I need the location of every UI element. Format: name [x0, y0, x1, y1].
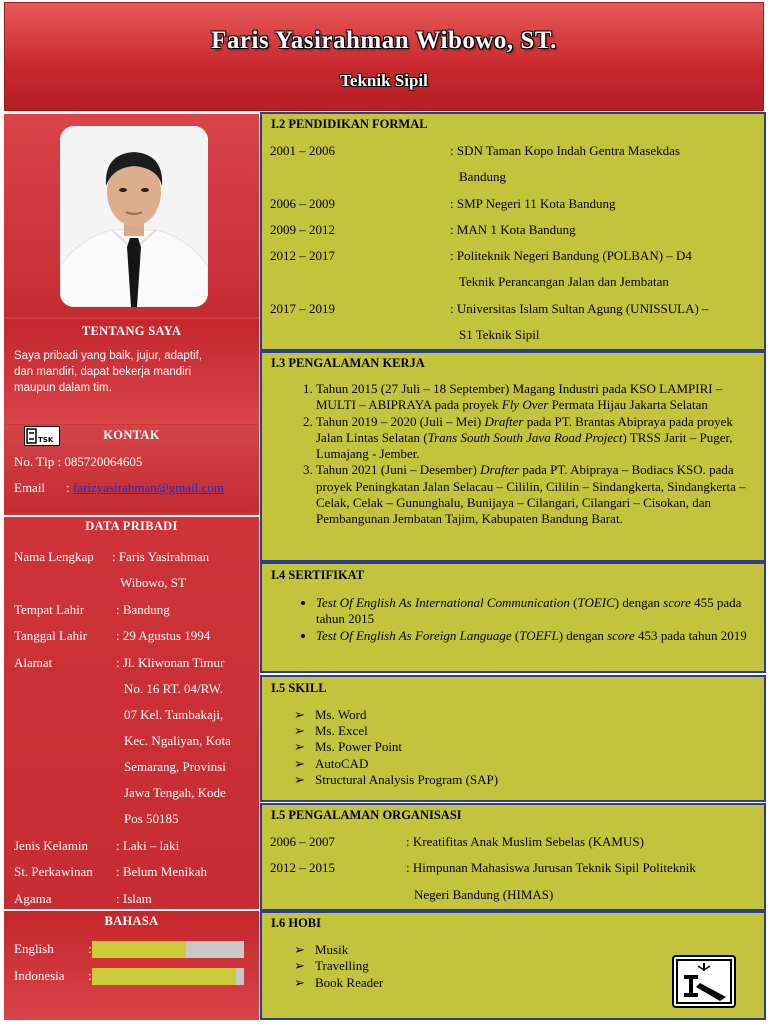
- email-label: Email: [14, 480, 46, 495]
- about-text: [14, 348, 202, 396]
- full-name-value: : Faris Yasirahman: [112, 549, 210, 564]
- certificate-item: • Test Of English As International Communication (TOEIC) dengan score 455 pada tahun 2015: [316, 595, 756, 628]
- organization-years: 2012 – 2015: [270, 860, 335, 875]
- education-years: 2009 – 2012: [270, 222, 335, 237]
- about-heading: TENTANG SAYA: [81, 324, 182, 338]
- organization-name-cont: Negeri Bandung (HIMAS): [414, 887, 554, 902]
- work-section: [260, 351, 766, 562]
- about-section: [4, 319, 259, 424]
- education-school: : SDN Taman Kopo Indah Gentra Masekdas: [450, 143, 680, 158]
- hobby-arrow-icon: ➢: [294, 942, 305, 957]
- full-name-title: Faris Yasirahman Wibowo, ST.: [211, 27, 557, 54]
- full-name-value-cont: Wibowo, ST: [120, 575, 186, 590]
- language-heading: BAHASA: [104, 914, 159, 928]
- religion-value: : Islam: [116, 891, 152, 906]
- certificate-section: [260, 562, 766, 673]
- education-school-cont: Bandung: [459, 169, 506, 184]
- education-section: [260, 112, 766, 351]
- certificate-item: • Test Of English As Foreign Language (TOEFL) dengan score 453 pada tahun 2019: [316, 628, 756, 644]
- marital-label: St. Perkawinan: [14, 864, 93, 879]
- skill-item: Structural Analysis Program (SAP): [315, 772, 499, 787]
- skill-heading: I.5 SKILL: [271, 681, 327, 695]
- work-heading: I.3 PENGALAMAN KERJA: [271, 356, 425, 370]
- work-item: 3. Tahun 2021 (Juni – Desember) Drafter pada PT. Abipraya – Bodiacs KSO. pada proyek Peningkatan Jalan Selacau – Cililin, Cililin – Sindangkerta, Sindangkerta – Celak, Celak – Gununghalu, Bunijaya – Cilangari, Cilangari – Cisokan, dan Pembangunan Jembatan Tajim, Kabupaten Bandung Barat.: [316, 462, 758, 527]
- address-line: : Jl. Kliwonan Timur: [116, 655, 225, 670]
- education-school-cont: S1 Teknik Sipil: [459, 327, 540, 342]
- civil-engineering-logo-icon: [672, 955, 736, 1008]
- education-years: 2012 – 2017: [270, 248, 335, 263]
- address-line: No. 16 RT. 04/RW.: [124, 681, 223, 696]
- email-link[interactable]: farizyasirahman@gmail.com: [73, 480, 224, 495]
- gender-value: : Laki – laki: [116, 838, 180, 853]
- gender-label: Jenis Kelamin: [14, 838, 89, 853]
- skill-arrow-icon: ➢: [294, 772, 305, 787]
- contact-section: [4, 425, 259, 513]
- education-school: : MAN 1 Kota Bandung: [450, 222, 576, 237]
- work-item: 1. Tahun 2015 (27 Juli – 18 September) Magang Industri pada KSO LAMPIRI – MULTI – ABIPRAYA pada proyek Fly Over Permata Hijau Jakarta Selatan: [316, 381, 758, 414]
- personal-section: [4, 517, 259, 909]
- skill-arrow-icon: ➢: [294, 707, 305, 722]
- address-label: Alamat: [14, 655, 53, 670]
- education-school: : Politeknik Negeri Bandung (POLBAN) – D4: [450, 248, 692, 263]
- language-level-fill: [92, 941, 186, 958]
- hobby-section: [260, 911, 766, 1020]
- language-level-fill: [92, 968, 236, 985]
- language-name: English: [14, 941, 54, 956]
- personal-heading: DATA PRIBADI: [85, 519, 178, 533]
- birthplace-value: : Bandung: [116, 602, 170, 617]
- birthplace-label: Tempat Lahir: [14, 602, 85, 617]
- phone-text: No. Tlp : 085720064605: [14, 454, 143, 469]
- language-level-bar: [92, 941, 244, 958]
- education-heading: I.2 PENDIDIKAN FORMAL: [271, 117, 428, 131]
- language-name: Indonesia: [14, 968, 65, 983]
- language-level-bar: [92, 968, 244, 985]
- organization-heading: I.5 PENGALAMAN ORGANISASI: [271, 808, 462, 822]
- address-line: Jawa Tengah, Kode: [124, 785, 226, 800]
- profile-photo: [60, 126, 208, 307]
- certificate-list: [316, 595, 756, 644]
- birthdate-value: : 29 Agustus 1994: [116, 628, 211, 643]
- skill-item: Ms. Power Point: [315, 739, 403, 754]
- skill-arrow-icon: ➢: [294, 723, 305, 738]
- address-line: 07 Kel. Tambakaji,: [124, 707, 224, 722]
- education-years: 2001 – 2006: [270, 143, 335, 158]
- profession-subtitle: Teknik Sipil: [340, 71, 428, 90]
- skill-item: AutoCAD: [315, 756, 369, 771]
- education-years: 2017 – 2019: [270, 301, 335, 316]
- hobby-arrow-icon: ➢: [294, 975, 305, 990]
- education-school-cont: Teknik Perancangan Jalan dan Jembatan: [459, 274, 669, 289]
- education-school: : Universitas Islam Sultan Agung (UNISSULA) –: [450, 301, 709, 316]
- photo-section: [4, 114, 259, 317]
- organization-name: : Himpunan Mahasiswa Jurusan Teknik Sipil Politeknik: [406, 860, 696, 875]
- language-section: [4, 911, 259, 1020]
- hobby-arrow-icon: ➢: [294, 958, 305, 973]
- marital-value: : Belum Menikah: [116, 864, 207, 879]
- education-school: : SMP Negeri 11 Kota Bandung: [450, 196, 616, 211]
- address-line: Kec. Ngaliyan, Kota: [124, 733, 231, 748]
- hobby-heading: I.6 HOBI: [271, 916, 322, 930]
- skill-arrow-icon: ➢: [294, 756, 305, 771]
- work-list: [316, 381, 758, 528]
- contact-logo-text: TSK: [38, 436, 54, 444]
- skill-item: Ms. Word: [315, 707, 367, 722]
- skill-item: Ms. Excel: [315, 723, 368, 738]
- religion-label: Agama: [14, 891, 52, 906]
- hobby-item: Musik: [315, 942, 349, 957]
- work-item: 2. Tahun 2019 – 2020 (Juli – Mei) Drafter pada PT. Brantas Abipraya pada proyek Jalan Lintas Selatan (Trans South South Java Road Project) TRSS Jarit – Puger, Lumajang - Jember.: [316, 414, 758, 463]
- address-line: Pos 50185: [124, 811, 179, 826]
- full-name-label: Nama Lengkap: [14, 549, 94, 564]
- about-line: dan mandiri, dapat bekerja mandiri: [14, 366, 192, 378]
- skill-arrow-icon: ➢: [294, 739, 305, 754]
- skill-section: [260, 675, 766, 802]
- contact-heading: KONTAK: [103, 428, 160, 442]
- hobby-item: Book Reader: [315, 975, 384, 990]
- hobby-item: Travelling: [315, 958, 369, 973]
- education-years: 2006 – 2009: [270, 196, 335, 211]
- certificate-heading: I.4 SERTIFIKAT: [271, 568, 365, 582]
- email-separator: :: [66, 480, 70, 495]
- sidebar: [4, 114, 259, 1020]
- organization-years: 2006 – 2007: [270, 834, 335, 849]
- address-line: Semarang, Provinsi: [124, 759, 226, 774]
- birthdate-label: Tanggal Lahir: [14, 628, 88, 643]
- about-line: maupun dalam tim.: [14, 382, 112, 394]
- about-line: Saya pribadi yang baik, jujur, adaptif,: [14, 350, 202, 362]
- header-banner: [4, 2, 764, 111]
- language-separator: :: [88, 968, 92, 983]
- organization-section: [260, 803, 766, 911]
- organization-name: : Kreatifitas Anak Muslim Sebelas (KAMUS): [406, 834, 644, 849]
- language-separator: :: [88, 941, 92, 956]
